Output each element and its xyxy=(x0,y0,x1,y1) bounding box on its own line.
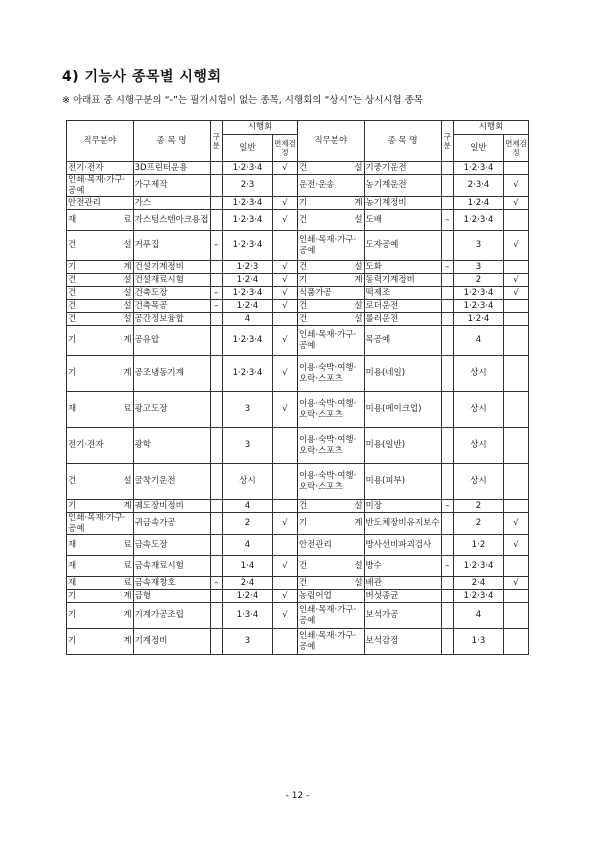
field-cell: 기 계 xyxy=(67,356,134,392)
exempt-cell xyxy=(503,261,528,274)
item-name-cell: 건축목공 xyxy=(133,300,210,313)
session-cell: 4 xyxy=(223,500,273,513)
table-row xyxy=(67,513,529,535)
field-cell: 건 설 xyxy=(298,162,363,173)
gubun-cell xyxy=(210,629,222,655)
session-cell: 1·2·4 xyxy=(223,590,273,603)
exempt-cell xyxy=(272,629,297,655)
item-name-cell: 로더운전 xyxy=(364,300,441,313)
table-row xyxy=(67,197,529,210)
session-cell: 1·3·4 xyxy=(223,603,273,629)
session-cell: 1·2 xyxy=(454,535,504,556)
page-number: - 12 - xyxy=(285,791,310,801)
item-name-cell: 배관 xyxy=(364,577,441,590)
field-cell: 건 설 xyxy=(298,261,363,272)
gubun-cell xyxy=(210,556,222,577)
table-row xyxy=(67,162,529,175)
field-cell: 전기·전자 xyxy=(67,162,134,175)
exempt-cell: √ xyxy=(503,197,528,210)
gubun-cell xyxy=(210,197,222,210)
exempt-cell: √ xyxy=(272,300,297,313)
gubun-cell xyxy=(441,535,453,556)
table-row xyxy=(67,175,529,197)
session-cell: 1·2·3·4 xyxy=(223,287,273,300)
header-item: 종 목 명 xyxy=(364,121,441,162)
exempt-cell: √ xyxy=(503,274,528,287)
session-cell: 1·2·4 xyxy=(454,313,504,326)
gubun-cell xyxy=(441,231,453,261)
exempt-cell xyxy=(503,590,528,603)
item-name-cell: 버섯종균 xyxy=(364,590,441,603)
item-name-cell: 기계정비 xyxy=(133,629,210,655)
field-cell: 인쇄·목재·가구·공예 xyxy=(67,513,134,535)
session-cell: 상시 xyxy=(454,464,504,500)
session-cell: 상시 xyxy=(223,464,273,500)
exempt-cell xyxy=(503,464,528,500)
field-cell: 건 설 xyxy=(297,210,364,231)
gubun-cell xyxy=(210,261,222,274)
exempt-cell: √ xyxy=(272,287,297,300)
field-cell: 안전관리 xyxy=(297,535,364,556)
item-name-cell: 도화 xyxy=(364,261,441,274)
field-cell: 건 설 xyxy=(298,300,363,311)
field-cell: 재 료 xyxy=(67,392,134,428)
gubun-cell xyxy=(441,197,453,210)
gubun-cell xyxy=(210,590,222,603)
table-row xyxy=(67,556,529,577)
header-field: 직무분야 xyxy=(67,121,134,162)
session-cell: 1·2·3 xyxy=(223,261,273,274)
item-name-cell: 귀금속가공 xyxy=(133,513,210,535)
item-name-cell: 공조냉동기계 xyxy=(133,356,210,392)
gubun-cell xyxy=(441,464,453,500)
field-cell: 인쇄·목재·가구·공예 xyxy=(297,603,364,629)
gubun-cell: – xyxy=(441,261,453,274)
item-name-cell: 방사선비파괴검사 xyxy=(364,535,441,556)
gubun-cell xyxy=(441,162,453,175)
gubun-cell: – xyxy=(441,210,453,231)
item-name-cell: 보석감정 xyxy=(364,629,441,655)
field-cell: 이용·숙박·여행·오락·스포츠 xyxy=(297,428,364,464)
exempt-cell xyxy=(272,175,297,197)
gubun-cell xyxy=(441,175,453,197)
session-cell: 1·2·4 xyxy=(454,197,504,210)
gubun-cell xyxy=(441,629,453,655)
item-name-cell: 가구제작 xyxy=(133,175,210,197)
header-gubun: 구분 xyxy=(210,121,222,162)
gubun-cell xyxy=(441,274,453,287)
exempt-cell xyxy=(503,210,528,231)
field-cell: 건 설 xyxy=(68,313,132,324)
gubun-cell xyxy=(441,300,453,313)
gubun-cell: – xyxy=(210,287,222,300)
gubun-cell xyxy=(210,210,222,231)
session-cell: 4 xyxy=(223,535,273,556)
gubun-cell xyxy=(210,513,222,535)
exempt-cell: √ xyxy=(503,513,528,535)
session-cell: 1·2·3·4 xyxy=(454,300,504,313)
exempt-cell: √ xyxy=(503,231,528,261)
field-cell: 건 설 xyxy=(68,300,132,311)
session-cell: 4 xyxy=(454,603,504,629)
field-cell: 재 료 xyxy=(67,556,134,577)
exempt-cell: √ xyxy=(272,513,297,535)
field-cell: 기 계 xyxy=(68,590,132,601)
item-name-cell: 3D프린터운용 xyxy=(133,162,210,175)
item-name-cell: 반도체장비유지보수 xyxy=(364,513,441,535)
gubun-cell xyxy=(441,287,453,300)
session-cell: 1·2·3·4 xyxy=(223,231,273,261)
table-row xyxy=(67,287,529,300)
item-name-cell: 보석가공 xyxy=(364,603,441,629)
session-cell: 1·2·3·4 xyxy=(454,210,504,231)
gubun-cell xyxy=(210,356,222,392)
item-name-cell: 금속재료시험 xyxy=(133,556,210,577)
exempt-cell xyxy=(272,464,297,500)
item-name-cell: 방수 xyxy=(364,556,441,577)
table-row xyxy=(67,231,529,261)
session-cell: 1·2·4 xyxy=(223,300,273,313)
gubun-cell xyxy=(210,162,222,175)
item-name-cell: 가스텅스텐아크용접 xyxy=(133,210,210,231)
exempt-cell xyxy=(503,603,528,629)
gubun-cell: – xyxy=(441,556,453,577)
gubun-cell: – xyxy=(210,577,222,590)
gubun-cell: – xyxy=(210,231,222,261)
session-cell: 2·3 xyxy=(223,175,273,197)
exempt-cell xyxy=(503,356,528,392)
field-cell: 기 계 xyxy=(298,197,363,208)
exempt-cell xyxy=(503,313,528,326)
item-name-cell: 미용(피부) xyxy=(364,464,441,500)
exempt-cell: √ xyxy=(272,392,297,428)
item-name-cell: 건설재료시험 xyxy=(133,274,210,287)
field-cell: 기 계 xyxy=(298,274,363,285)
field-cell: 기 계 xyxy=(68,261,132,272)
session-cell: 3 xyxy=(223,629,273,655)
table-row xyxy=(67,261,529,274)
header-exempt: 면제검정 xyxy=(272,135,297,162)
exempt-cell xyxy=(272,428,297,464)
exempt-cell xyxy=(503,300,528,313)
section-heading: 4) 기능사 종목별 시행회 xyxy=(62,69,222,85)
session-cell: 2 xyxy=(454,274,504,287)
exempt-cell xyxy=(272,535,297,556)
exempt-cell xyxy=(272,313,297,326)
field-cell: 기 계 xyxy=(68,500,132,511)
session-cell: 2·4 xyxy=(223,577,273,590)
gubun-cell xyxy=(210,326,222,356)
table-row xyxy=(67,577,529,590)
table-note: ※ 아래표 중 시행구분의 “-”는 필기시험이 없는 종목, 시행회의 “상시”는 상시시험 종목 xyxy=(62,95,423,106)
field-cell: 기 계 xyxy=(67,326,134,356)
gubun-cell xyxy=(441,326,453,356)
session-cell: 상시 xyxy=(454,356,504,392)
table-row xyxy=(67,590,529,603)
item-name-cell: 미용(네일) xyxy=(364,356,441,392)
gubun-cell xyxy=(441,577,453,590)
session-cell: 3 xyxy=(223,428,273,464)
session-cell: 2 xyxy=(223,513,273,535)
exempt-cell: √ xyxy=(503,535,528,556)
item-name-cell: 금속재창호 xyxy=(133,577,210,590)
exempt-cell xyxy=(503,556,528,577)
item-name-cell: 목공예 xyxy=(364,326,441,356)
gubun-cell xyxy=(210,500,222,513)
item-name-cell: 굴착기운전 xyxy=(133,464,210,500)
exempt-cell: √ xyxy=(272,603,297,629)
exempt-cell: √ xyxy=(272,590,297,603)
field-cell: 운전·운송 xyxy=(297,175,364,197)
session-cell: 4 xyxy=(223,313,273,326)
item-name-cell: 미용(메이크업) xyxy=(364,392,441,428)
header-exempt: 면제검정 xyxy=(503,135,528,162)
field-cell: 인쇄·목재·가구·공예 xyxy=(297,231,364,261)
gubun-cell xyxy=(210,603,222,629)
gubun-cell xyxy=(441,603,453,629)
field-cell: 안전관리 xyxy=(67,197,134,210)
exempt-cell xyxy=(272,500,297,513)
session-cell: 4 xyxy=(454,326,504,356)
exempt-cell: √ xyxy=(272,261,297,274)
field-cell: 건 설 xyxy=(298,577,363,588)
exempt-cell: √ xyxy=(272,210,297,231)
item-name-cell: 롤러운전 xyxy=(364,313,441,326)
gubun-cell: – xyxy=(441,500,453,513)
session-cell: 3 xyxy=(223,392,273,428)
table-row xyxy=(67,603,529,629)
gubun-cell xyxy=(441,392,453,428)
field-cell: 재 료 xyxy=(67,210,134,231)
field-cell: 재 료 xyxy=(67,535,134,556)
field-cell: 식품가공 xyxy=(297,287,364,300)
item-name-cell: 동력기계정비 xyxy=(364,274,441,287)
session-cell: 1·2·3·4 xyxy=(223,197,273,210)
table-row xyxy=(67,629,529,655)
field-cell: 건 설 xyxy=(68,274,132,285)
item-name-cell: 떡제조 xyxy=(364,287,441,300)
item-name-cell: 금속도장 xyxy=(133,535,210,556)
session-cell: 1·2·3·4 xyxy=(223,210,273,231)
gubun-cell xyxy=(441,356,453,392)
session-cell: 1·2·3·4 xyxy=(454,162,504,175)
exempt-cell: √ xyxy=(272,197,297,210)
item-name-cell: 건축도장 xyxy=(133,287,210,300)
exempt-cell: √ xyxy=(272,556,297,577)
gubun-cell xyxy=(210,428,222,464)
item-name-cell: 건설기계정비 xyxy=(133,261,210,274)
field-cell: 이용·숙박·여행·오락·스포츠 xyxy=(297,464,364,500)
session-cell: 2·4 xyxy=(454,577,504,590)
item-name-cell: 미용(일반) xyxy=(364,428,441,464)
session-cell: 3 xyxy=(454,261,504,274)
table-row xyxy=(67,392,529,428)
item-name-cell: 광고도장 xyxy=(133,392,210,428)
item-name-cell: 광학 xyxy=(133,428,210,464)
header-item: 종 목 명 xyxy=(133,121,210,162)
field-cell: 인쇄·목재·가구·공예 xyxy=(297,326,364,356)
exempt-cell: √ xyxy=(503,577,528,590)
exempt-cell xyxy=(503,162,528,175)
session-cell: 1·2·3·4 xyxy=(223,326,273,356)
gubun-cell xyxy=(210,535,222,556)
table-row xyxy=(67,313,529,326)
field-cell: 기 계 xyxy=(67,629,134,655)
exempt-cell xyxy=(503,500,528,513)
session-cell: 1·2·3·4 xyxy=(454,556,504,577)
table-row xyxy=(67,535,529,556)
exempt-cell: √ xyxy=(503,287,528,300)
exempt-cell xyxy=(503,629,528,655)
gubun-cell xyxy=(210,175,222,197)
table-row xyxy=(67,210,529,231)
session-cell: 2 xyxy=(454,500,504,513)
item-name-cell: 기중기운전 xyxy=(364,162,441,175)
item-name-cell: 미장 xyxy=(364,500,441,513)
header-field: 직무분야 xyxy=(297,121,364,162)
exempt-cell xyxy=(503,326,528,356)
gubun-cell xyxy=(441,513,453,535)
table-row xyxy=(67,464,529,500)
field-cell: 이용·숙박·여행·오락·스포츠 xyxy=(297,356,364,392)
table-row xyxy=(67,274,529,287)
gubun-cell xyxy=(210,313,222,326)
table-row xyxy=(67,326,529,356)
field-cell: 인쇄·목재·가구·공예 xyxy=(67,175,134,197)
field-cell: 이용·숙박·여행·오락·스포츠 xyxy=(297,392,364,428)
field-cell: 건 설 xyxy=(298,313,363,324)
item-name-cell: 거푸집 xyxy=(133,231,210,261)
table-row xyxy=(67,500,529,513)
table-body xyxy=(67,162,529,655)
exempt-cell: √ xyxy=(272,326,297,356)
exempt-cell xyxy=(272,231,297,261)
table-row xyxy=(67,356,529,392)
table-row xyxy=(67,428,529,464)
header-gubun: 구분 xyxy=(441,121,453,162)
item-name-cell: 도자공예 xyxy=(364,231,441,261)
header-session: 시행회 xyxy=(223,121,298,135)
session-cell: 2 xyxy=(454,513,504,535)
header-general: 일반 xyxy=(223,135,273,162)
field-cell: 재 료 xyxy=(68,577,132,588)
field-cell: 건 설 xyxy=(67,231,134,261)
item-name-cell: 금형 xyxy=(133,590,210,603)
gubun-cell xyxy=(441,428,453,464)
item-name-cell: 농기계운전 xyxy=(364,175,441,197)
item-name-cell: 궤도장비정비 xyxy=(133,500,210,513)
gubun-cell xyxy=(210,392,222,428)
session-cell: 1·3 xyxy=(454,629,504,655)
field-cell: 인쇄·목재·가구·공예 xyxy=(297,629,364,655)
gubun-cell xyxy=(210,274,222,287)
field-cell: 기 계 xyxy=(67,603,134,629)
session-cell: 1·2·3·4 xyxy=(454,590,504,603)
session-cell: 상시 xyxy=(454,392,504,428)
exempt-cell xyxy=(503,392,528,428)
field-cell: 건 설 xyxy=(298,500,363,511)
exempt-cell xyxy=(272,577,297,590)
item-name-cell: 도배 xyxy=(364,210,441,231)
header-session: 시행회 xyxy=(454,121,529,135)
exempt-cell: √ xyxy=(272,274,297,287)
session-cell: 상시 xyxy=(454,428,504,464)
session-cell: 1·2·3·4 xyxy=(223,356,273,392)
exempt-cell: √ xyxy=(503,175,528,197)
item-name-cell: 가스 xyxy=(133,197,210,210)
exempt-cell: √ xyxy=(272,162,297,175)
item-name-cell: 농기계정비 xyxy=(364,197,441,210)
exempt-cell: √ xyxy=(272,356,297,392)
session-cell: 3 xyxy=(454,231,504,261)
item-name-cell: 공간정보융합 xyxy=(133,313,210,326)
exempt-cell xyxy=(503,428,528,464)
table-row xyxy=(67,300,529,313)
gubun-cell xyxy=(441,590,453,603)
session-cell: 1·2·4 xyxy=(223,274,273,287)
field-cell: 농림어업 xyxy=(297,590,364,603)
gubun-cell xyxy=(210,464,222,500)
session-cell: 1·4 xyxy=(223,556,273,577)
field-cell: 전기·전자 xyxy=(67,428,134,464)
session-cell: 2·3·4 xyxy=(454,175,504,197)
session-cell: 1·2·3·4 xyxy=(454,287,504,300)
field-cell: 기 계 xyxy=(297,513,364,535)
item-name-cell: 기계가공조립 xyxy=(133,603,210,629)
gubun-cell xyxy=(441,313,453,326)
field-cell: 건 설 xyxy=(68,287,132,298)
exam-schedule-table xyxy=(66,120,529,655)
header-general: 일반 xyxy=(454,135,504,162)
field-cell: 건 설 xyxy=(297,556,364,577)
gubun-cell: – xyxy=(210,300,222,313)
item-name-cell: 공유압 xyxy=(133,326,210,356)
session-cell: 1·2·3·4 xyxy=(223,162,273,175)
field-cell: 건 설 xyxy=(67,464,134,500)
